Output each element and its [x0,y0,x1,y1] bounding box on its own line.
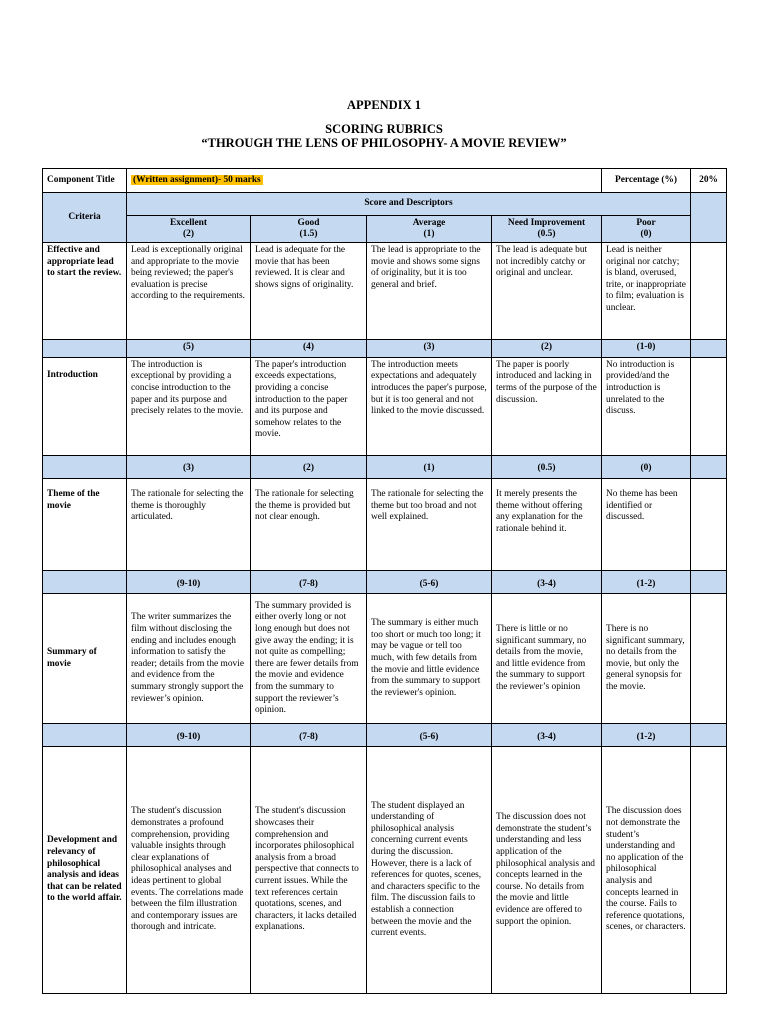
level-excellent [127,216,251,243]
descriptor-cell: Lead is exceptionally original and appropriate to the movie being reviewed; the paper's evaluation is precise according to the requirements. [127,243,251,340]
points-row-spacer [43,571,127,594]
marks-header-spacer [691,193,727,243]
marks-cell [691,340,727,358]
criterion-cell: Introduction [43,357,127,455]
descriptor-cell: The student's discussion demonstrates a profound comprehension, providing valuable insights through clear explanations of philosophical analyses and ideas pertinent to global events. The correlations made between the film illustration and contemporary issues are thorough and intricate. [127,747,251,994]
criterion-cell: Summary of movie [43,594,127,724]
score-descriptors-header: Score and Descriptors [127,193,691,216]
level-good [251,216,367,243]
points-cell: (2) [251,456,367,479]
points-cell: (9-10) [127,724,251,747]
level-poor [602,216,691,243]
criterion-cell: Development and relevancy of philosophical analysis and ideas that can be related to the world affair. [43,747,127,994]
descriptor-cell: The student's discussion showcases their comprehension and incorporates philosophical analysis from a broad perspective that connects to current issues. While the text references certain quotations, scenes, and characters, it lacks detailed explanations. [251,747,367,994]
descriptor-cell: The rationale for selecting the theme is provided but not clear enough. [251,479,367,571]
rubric-subtitle: SCORING RUBRICS [325,122,443,136]
descriptor-cell: The writer summarizes the film without disclosing the ending and includes enough information to satisfy the reader; details from the movie and evidence from the summary strongly support the reviewer’s opinion. [127,594,251,724]
marks-cell [691,724,727,747]
descriptor-cell: No theme has been identified or discussed. [602,479,691,571]
rubric-row-lead [43,243,727,340]
component-title-label: Component Title [43,169,127,193]
level-name: Poor [636,218,656,229]
descriptor-cell: There is little or no significant summary, no details from the movie, and little evidence from the summary to support the reviewer’s opinion [492,594,602,724]
level-name: Need Improvement [507,218,586,229]
points-cell: (2) [492,340,602,358]
rubric-row-introduction [43,357,727,455]
descriptor-cell: Lead is adequate for the movie that has been reviewed. It is clear and shows signs of originality. [251,243,367,340]
descriptor-cell: The student displayed an understanding of philosophical analysis concerning current events during the discussion. However, there is a lack of references for quotes, scenes, and characters specific to the film. The discussion fails to establish a connection between the movie and the current events. [367,747,492,994]
descriptor-cell: The introduction meets expectations and adequately introduces the paper's purpose, but it is too general and not linked to the movie discussed. [367,357,492,455]
points-row-spacer [43,456,127,479]
marks-cell [691,357,727,455]
points-cell: (7-8) [251,571,367,594]
level-points: (1.5) [299,229,318,240]
rubric-row-theme [43,479,727,571]
points-row-spacer [43,340,127,358]
descriptor-cell: The paper is poorly introduced and lacking in terms of the purpose of the discussion. [492,357,602,455]
scoring-rubric-table [42,168,727,994]
rubric-row-summary [43,594,727,724]
criteria-header: Criteria [43,193,127,243]
descriptor-cell: It merely presents the theme without offering any explanation for the rationale behind it. [492,479,602,571]
points-cell: (1-0) [602,340,691,358]
points-cell: (5-6) [367,571,492,594]
descriptor-cell: There is no significant summary, no details from the movie, but only the general synopsis for the movie. [602,594,691,724]
points-row [43,456,727,479]
marks-cell [691,747,727,994]
level-name: Good [297,218,320,229]
points-cell: (1-2) [602,724,691,747]
assignment-title: “THROUGH THE LENS OF PHILOSOPHY- A MOVIE REVIEW” [201,136,567,150]
component-title-cell [127,169,602,193]
level-points: (2) [183,229,194,240]
descriptor-cell: No introduction is provided/and the introduction is unrelated to the discuss. [602,357,691,455]
marks-cell [691,571,727,594]
points-cell: (3-4) [492,724,602,747]
points-row [43,571,727,594]
marks-cell [691,243,727,340]
descriptor-cell: The discussion does not demonstrate the student’s understanding and no application of the philosophical analysis and concepts learned in the course. Fails to reference quotations, scenes, or characters. [602,747,691,994]
points-cell: (0) [602,456,691,479]
level-name: Average [412,218,446,229]
points-row [43,340,727,358]
descriptor-cell: The rationale for selecting the theme is thoroughly articulated. [127,479,251,571]
descriptor-cell: The rationale for selecting the theme but too broad and not well explained. [367,479,492,571]
percentage-label: Percentage (%) [602,169,691,193]
marks-cell [691,479,727,571]
points-row-spacer [43,724,127,747]
descriptor-cell: The lead is adequate but not incredibly catchy or original and unclear. [492,243,602,340]
descriptor-cell: The summary provided is either overly long or not long enough but does not give away the ending; it is not quite as compelling; there are fewer details from the movie and evidence from the summary to support the reviewer’s opinion. [251,594,367,724]
level-points: (1) [423,229,435,240]
points-cell: (3) [127,456,251,479]
descriptor-cell: The lead is appropriate to the movie and shows some signs of originality, but it is too general and brief. [367,243,492,340]
percentage-value: 20% [691,169,727,193]
descriptor-cell: Lead is neither original nor catchy; is bland, overused, trite, or inappropriate to film; evaluation is unclear. [602,243,691,340]
points-cell: (9-10) [127,571,251,594]
points-cell: (7-8) [251,724,367,747]
points-row [43,724,727,747]
criterion-cell: Effective and appropriate lead to start the review. [43,243,127,340]
criterion-cell: Theme of the movie [43,479,127,571]
points-cell: (0.5) [492,456,602,479]
appendix-heading: APPENDIX 1 [347,98,421,112]
descriptor-cell: The introduction is exceptional by providing a concise introduction to the paper and its purpose and precisely relates to the movie. [127,357,251,455]
rubric-row-development [43,747,727,994]
descriptor-cell: The summary is either much too short or much too long; it may be vague or tell too much, with few details from the movie and little evidence from the summary to support the reviewer's opinion. [367,594,492,724]
points-cell: (4) [251,340,367,358]
level-points: (0) [640,229,652,240]
points-cell: (3-4) [492,571,602,594]
points-cell: (5-6) [367,724,492,747]
marks-cell [691,456,727,479]
descriptor-cell: The paper's introduction exceeds expectations, providing a concise introduction to the paper and its purpose and somehow relates to the movie. [251,357,367,455]
component-title-value: (Written assignment)- 50 marks [133,174,261,185]
points-cell: (1) [367,456,492,479]
level-average [367,216,492,243]
level-need-improvement [492,216,602,243]
points-cell: (1-2) [602,571,691,594]
points-cell: (3) [367,340,492,358]
points-cell: (5) [127,340,251,358]
descriptor-cell: The discussion does not demonstrate the student’s understanding and less application of the philosophical analysis and concepts learned in the course. No details from the movie and little evidence are offered to support the opinion. [492,747,602,994]
level-name: Excellent [170,218,207,229]
level-points: (0.5) [537,229,556,240]
marks-cell [691,594,727,724]
